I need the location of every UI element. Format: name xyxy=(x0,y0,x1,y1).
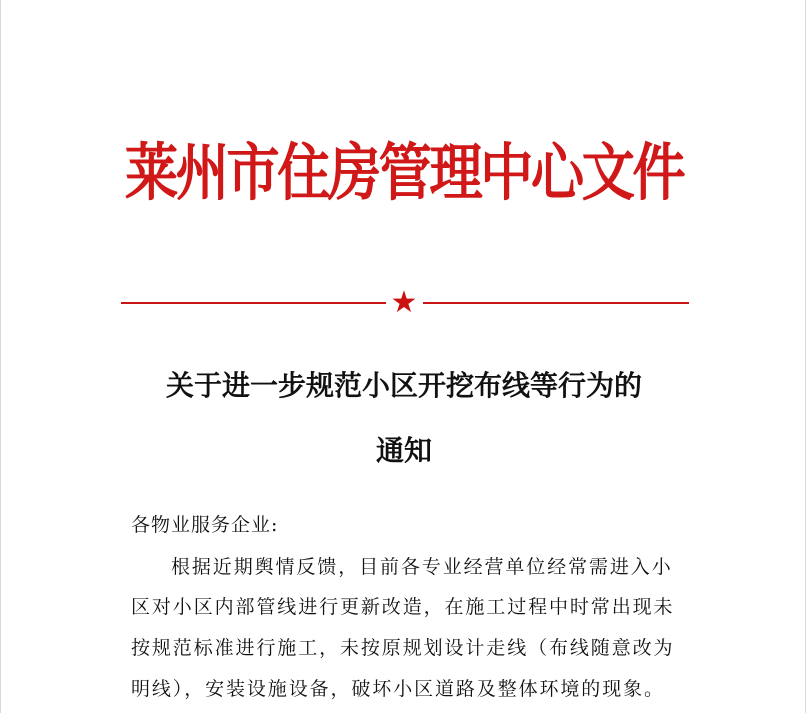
red-divider-left xyxy=(121,302,386,304)
salutation: 各物业服务企业: xyxy=(131,514,279,536)
body-paragraph-line: 区对小区内部管线进行更新改造，在施工过程中时常出现未 xyxy=(131,596,675,618)
issuing-authority-header: 莱州市住房管理中心文件 xyxy=(124,136,684,209)
red-star-icon: ★ xyxy=(390,285,418,320)
body-paragraph-line: 按规范标准进行施工，未按原规划设计走线（布线随意改为 xyxy=(131,637,675,659)
body-paragraph-line: 根据近期舆情反馈，目前各专业经营单位经常需进入小 xyxy=(171,556,673,578)
body-paragraph-line: 明线），安装设施设备，破坏小区道路及整体环境的现象。 xyxy=(131,678,665,700)
notice-title-line-1: 关于进一步规范小区开挖布线等行为的 xyxy=(165,369,642,402)
red-divider-right xyxy=(423,302,689,304)
notice-title-line-2: 通知 xyxy=(375,434,432,467)
